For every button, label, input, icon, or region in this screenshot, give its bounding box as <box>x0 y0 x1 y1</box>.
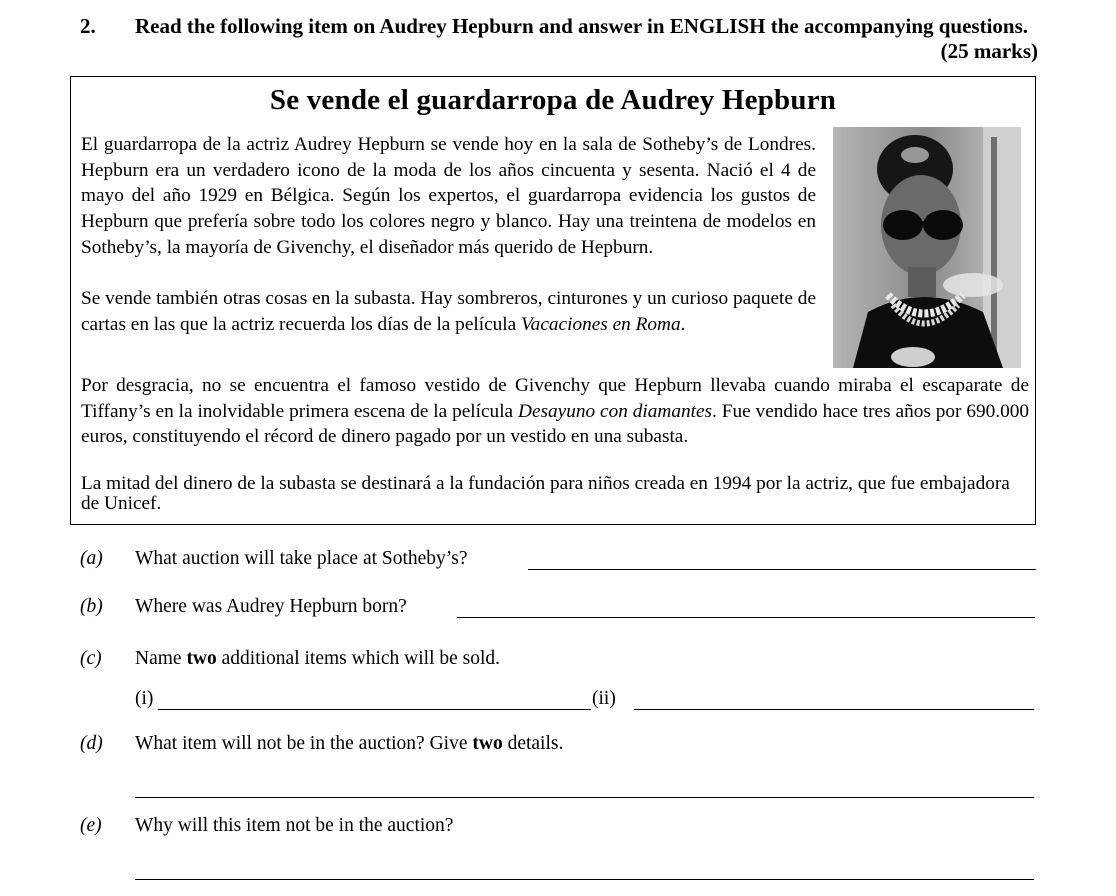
subq-c-pre: Name <box>135 648 182 669</box>
paragraph-3-text: Por desgracia, no se encuentra el famoso vestido de Givenchy que Hepburn llevaba cuando miraba el escaparate de Tiffany’s en la inolvidable primera escena de la película <box>81 375 1029 422</box>
article-paragraph-3 <box>81 373 1029 450</box>
audrey-hepburn-photo <box>833 127 1021 368</box>
subq-a-label: (a) <box>80 548 103 569</box>
paragraph-2-text: Se vende también otras cosas en la subasta. Hay sombreros, cinturones y un curioso paquete de cartas en las que la actriz recuerda los días de la película <box>81 288 816 335</box>
question-number: 2. <box>80 14 96 38</box>
answer-line-a[interactable] <box>528 569 1036 570</box>
subq-e-text: Why will this item not be in the auction? <box>135 815 454 836</box>
subq-d-label: (d) <box>80 733 103 754</box>
answer-line-e[interactable] <box>135 879 1034 880</box>
question-marks: (25 marks) <box>940 39 1038 63</box>
subq-a-text: What auction will take place at Sotheby’s? <box>135 548 468 569</box>
subq-d-text <box>135 733 563 755</box>
subq-c-label: (c) <box>80 648 102 669</box>
paragraph-3-end: . Fue vendido hace tres años por 690.000 euros, constituyendo el récord de dinero pagado por un vestido en una subasta. <box>81 400 1030 448</box>
subq-c-post: additional items which will be sold. <box>221 648 501 669</box>
subq-d-pre: What item will not be in the auction? Give <box>135 733 468 754</box>
answer-line-c-i[interactable] <box>158 709 591 710</box>
subq-d-bold: two <box>472 733 503 754</box>
answer-line-c-ii[interactable] <box>634 709 1034 710</box>
article-paragraph-4: La mitad del dinero de la subasta se destinará a la fundación para niños creada en 1994 por la actriz, que fue embajadora de Unicef. <box>81 473 1010 514</box>
article-box <box>70 76 1036 525</box>
subq-c-text <box>135 648 500 670</box>
subq-e-label: (e) <box>80 815 102 836</box>
answer-line-b[interactable] <box>457 617 1035 618</box>
subq-c-i-label: (i) <box>135 688 154 709</box>
subq-b-label: (b) <box>80 596 103 617</box>
question-instruction: Read the following item on Audrey Hepburn and answer in ENGLISH the accompanying questions. <box>135 14 1029 38</box>
film-title-desayuno: Desayuno con diamantes <box>518 400 713 422</box>
subq-d-post: details. <box>507 733 564 754</box>
article-paragraph-2: Se vende también otras cosas en la subasta. Hay sombreros, cinturones y un curioso paquete de cartas en las que la actriz recuerda los días de la película Vacaciones en Roma. <box>81 288 816 335</box>
answer-line-d[interactable] <box>135 797 1034 798</box>
article-paragraph-1: El guardarropa de la actriz Audrey Hepburn se vende hoy en la sala de Sotheby’s de Londres. Hepburn era un verdadero icono de la moda de los años cincuenta y sesenta. Nació el 4 de mayo del año 1929 en Bélgica. Según los expertos, el guardarropa evidencia los gustos de Hepburn que prefería sobre todo los colores negro y blanco. Hay una treintena de modelos en Sotheby’s, la mayoría de Givenchy, el diseñador más querido de Hepburn. <box>81 134 816 258</box>
article-title: Se vende el guardarropa de Audrey Hepburn <box>269 84 837 116</box>
subq-c-ii-label: (ii) <box>592 688 616 709</box>
subq-c-bold: two <box>186 648 217 669</box>
film-title-vacaciones: Vacaciones en Roma <box>521 313 681 335</box>
subq-b-text: Where was Audrey Hepburn born? <box>135 596 407 617</box>
